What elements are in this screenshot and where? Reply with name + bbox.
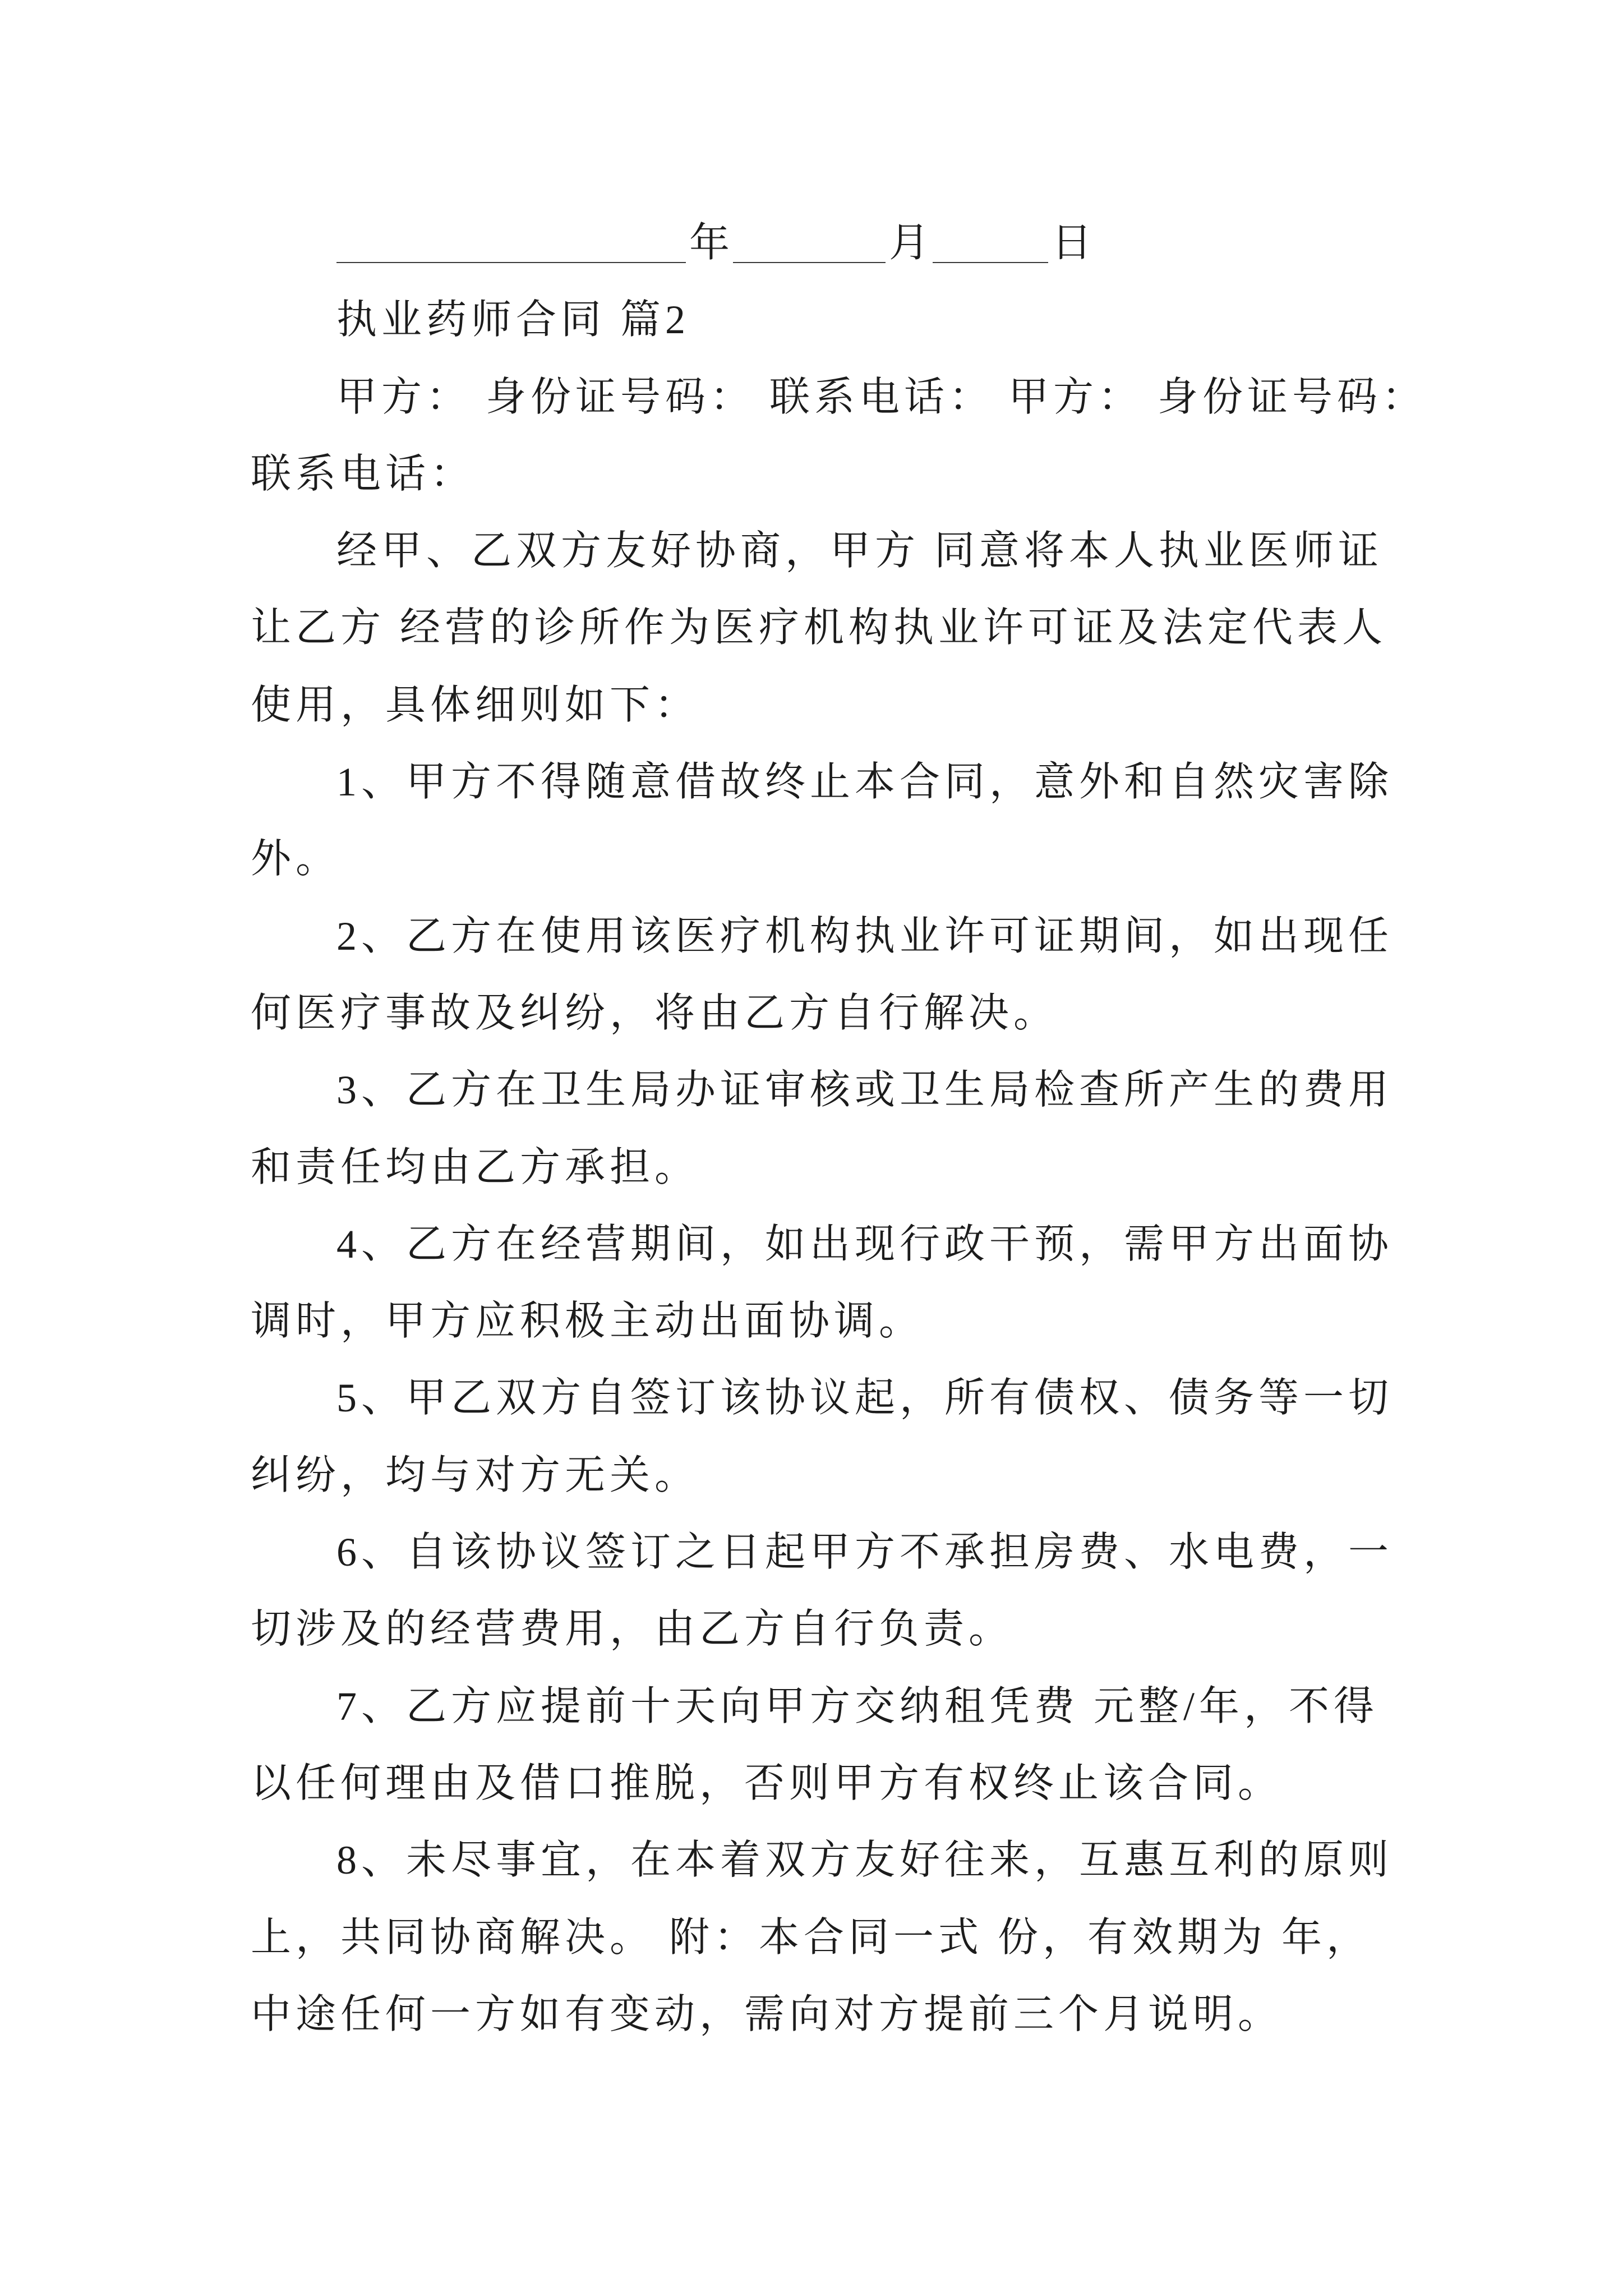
clause-7: [251, 1668, 1541, 1823]
clause-line: 和责任均由乙方承担。: [251, 1144, 700, 1190]
day-blank: [933, 261, 1048, 263]
day-label: 日: [1052, 220, 1092, 265]
clause-line: 外。: [251, 836, 341, 882]
clause-line: 上，共同协商解决。 附：本合同一式 份，有效期为 年，: [251, 1915, 1372, 1960]
document-title: 执业药师合同 篇2: [336, 297, 690, 343]
parties-line: 联系电话：: [251, 451, 476, 496]
clause-line: 以任何理由及借口推脱，否则甲方有权终止该合同。: [251, 1760, 1283, 1806]
clause-2: [251, 898, 1541, 1052]
clause-line: 6、自该协议签订之日起甲方不承担房费、水电费，一: [336, 1530, 1394, 1575]
clause-5: [251, 1360, 1541, 1514]
clause-line: 1、甲方不得随意借故终止本合同，意外和自然灾害除: [336, 760, 1394, 805]
clause-line: 2、乙方在使用该医疗机构执业许可证期间，如出现任: [336, 913, 1394, 959]
year-label: 年: [689, 220, 730, 265]
clause-4: [251, 1206, 1541, 1360]
document-page: [251, 205, 1541, 2053]
clause-3: [251, 1052, 1541, 1206]
clause-8: [251, 1822, 1541, 2053]
clause-line: 4、乙方在经营期间，如出现行政干预，需甲方出面协: [336, 1221, 1394, 1267]
clause-line: 中途任何一方如有变动，需向对方提前三个月说明。: [251, 1991, 1283, 2037]
clause-line: 7、乙方应提前十天向甲方交纳租凭费 元整/年，不得: [336, 1683, 1379, 1729]
clause-line: 3、乙方在卫生局办证审核或卫生局检查所产生的费用: [336, 1068, 1394, 1113]
clause-1: [251, 744, 1541, 898]
clause-line: 何医疗事故及纠纷，将由乙方自行解决。: [251, 990, 1059, 1036]
month-blank: [733, 261, 886, 263]
clause-line: 调时，甲方应积极主动出面协调。: [251, 1299, 924, 1344]
parties-line: 甲方： 身份证号码： 联系电话： 甲方： 身份证号码：: [336, 374, 1427, 420]
intro-line: 让乙方 经营的诊所作为医疗机构执业许可证及法定代表人: [251, 605, 1387, 651]
year-blank: [336, 261, 686, 263]
clause-6: [251, 1514, 1541, 1668]
clause-line: 纠纷，均与对方无关。: [251, 1452, 700, 1498]
date-line: [251, 205, 1541, 282]
month-label: 月: [889, 220, 930, 265]
intro-line: 经甲、乙双方友好协商，甲方 同意将本人执业医师证: [336, 528, 1384, 574]
intro-line: 使用，具体细则如下：: [251, 682, 700, 728]
clause-line: 8、未尽事宜，在本着双方友好往来，互惠互利的原则: [336, 1838, 1394, 1883]
clause-line: 切涉及的经营费用，由乙方自行负责。: [251, 1607, 1014, 1652]
intro-paragraph: [251, 513, 1541, 744]
clause-line: 5、甲乙双方自签订该协议起，所有债权、债务等一切: [336, 1375, 1394, 1421]
parties-paragraph: [251, 359, 1541, 513]
